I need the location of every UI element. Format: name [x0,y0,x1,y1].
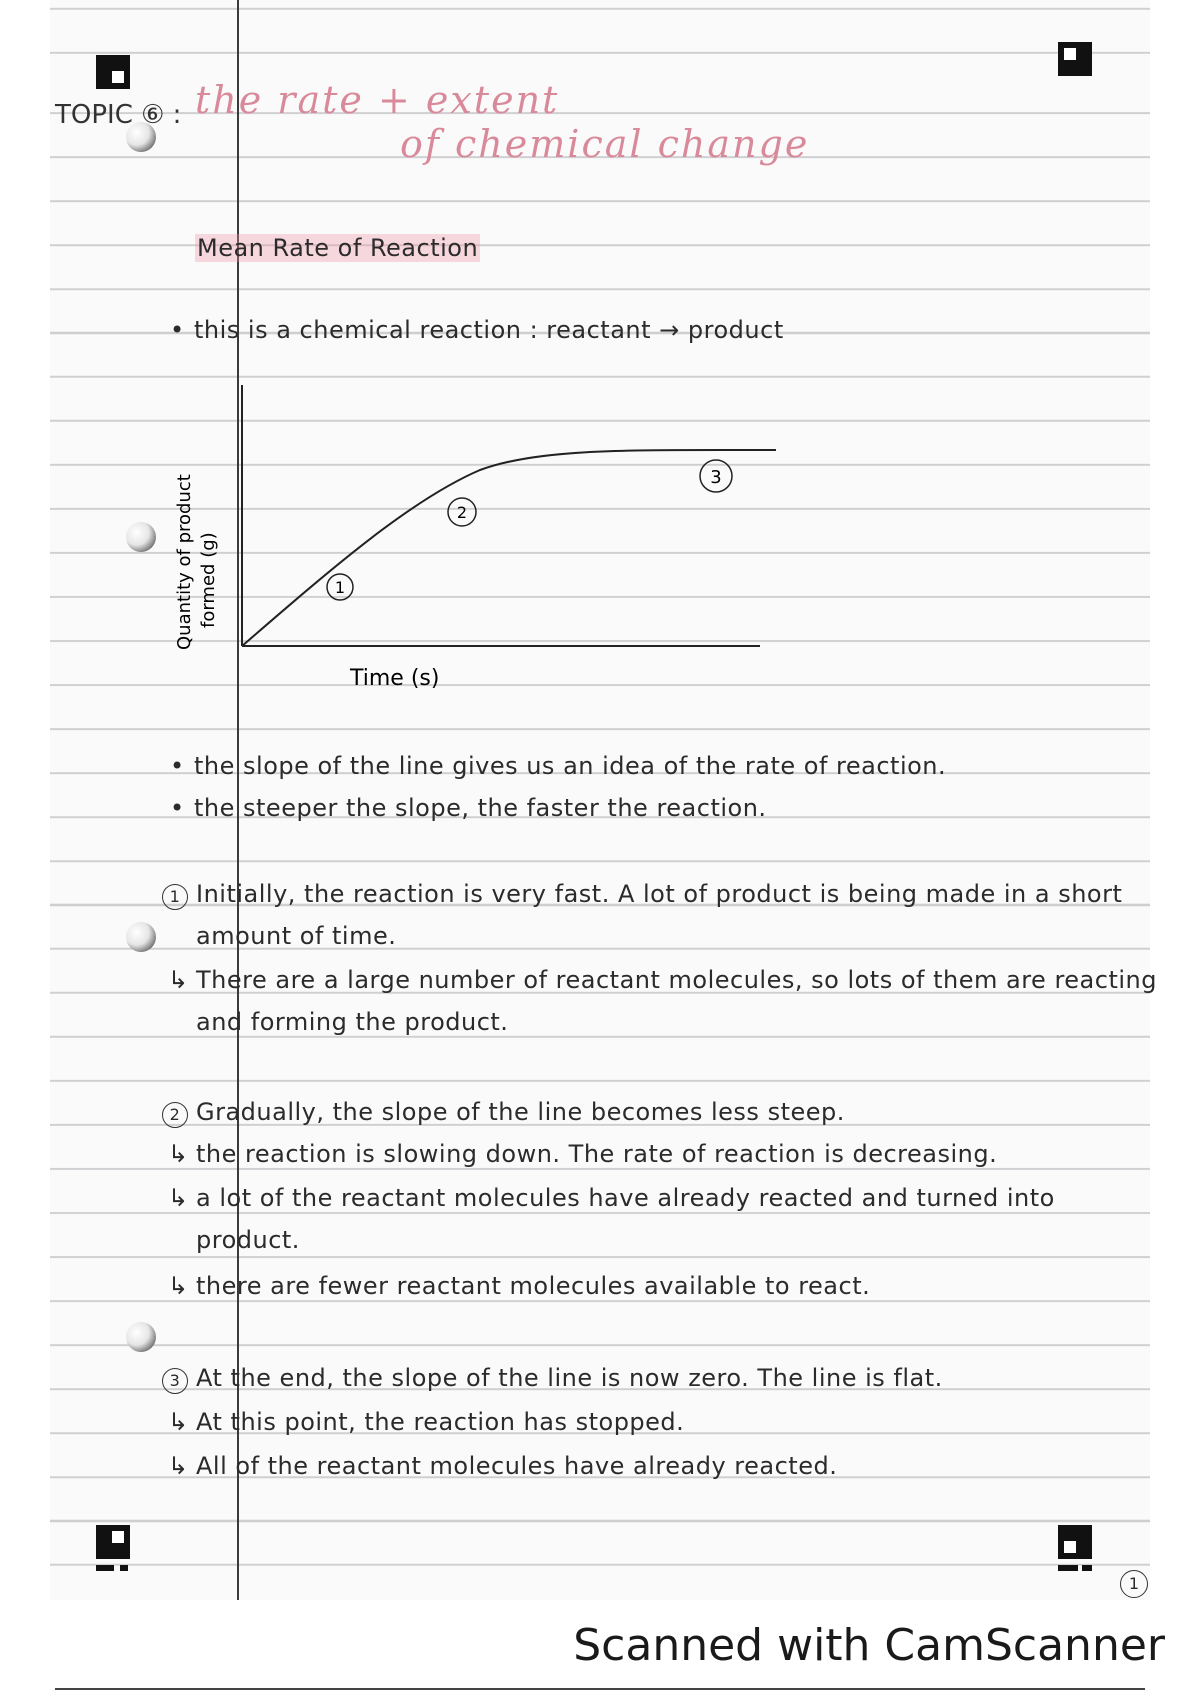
corner-marker-icon [96,1525,130,1559]
binder-hole [126,922,156,952]
stage2-sub3: ↳ there are fewer reactant molecules available to react. [168,1272,871,1300]
intro-line: • this is a chemical reaction : reactant → product [170,316,784,344]
stage1-sub1b: and forming the product. [196,1008,509,1036]
stage2-sub2b: product. [196,1226,300,1254]
section-heading: Mean Rate of Reaction [197,234,479,262]
scanner-watermark: Scanned with CamScanner [573,1620,1165,1671]
marker-bar [1082,1565,1092,1571]
stage1-line2: amount of time. [196,922,397,950]
stage3-sub2: ↳ All of the reactant molecules have already reacted. [168,1452,838,1480]
graph-y-label-1: Quantity of product [174,474,195,650]
graph-marker-2-label: 2 [456,503,468,522]
rate-graph [160,380,800,700]
binder-hole [126,522,156,552]
topic-title-line2: of chemical change [400,122,810,166]
graph-y-label-2: formed (g) [198,532,219,628]
stage1-sub1: ↳ There are a large number of reactant molecules, so lots of them are reacting [168,966,1157,994]
stage2-sub1: ↳ the reaction is slowing down. The rate of reaction is decreasing. [168,1140,998,1168]
marker-bar [120,1565,128,1571]
footer-rule [55,1688,1145,1690]
graph-marker-1-label: 1 [334,578,346,597]
graph-x-label: Time (s) [350,666,440,691]
topic-label: TOPIC ⑥ : [55,100,182,130]
binder-hole [126,1322,156,1352]
marker-bar [96,1565,114,1571]
point-steeper: • the steeper the slope, the faster the reaction. [170,794,767,822]
corner-marker-icon [96,55,130,89]
corner-marker-icon [1058,42,1092,76]
marker-bar [1058,1565,1078,1571]
page-number: 1 [1120,1570,1148,1598]
stage3-sub1: ↳ At this point, the reaction has stopped. [168,1408,685,1436]
stage2-line1: 2 Gradually, the slope of the line becomes less steep. [162,1098,845,1128]
graph-curve [242,450,776,646]
point-slope: • the slope of the line gives us an idea of the rate of reaction. [170,752,947,780]
topic-title-line1: the rate + extent [195,78,560,122]
graph-marker-3-label: 3 [710,467,722,488]
corner-marker-icon [1058,1525,1092,1559]
stage3-line1: 3 At the end, the slope of the line is now zero. The line is flat. [162,1364,943,1394]
stage1-line1: 1 Initially, the reaction is very fast. A lot of product is being made in a short [162,880,1122,910]
stage2-sub2: ↳ a lot of the reactant molecules have already reacted and turned into [168,1184,1055,1212]
